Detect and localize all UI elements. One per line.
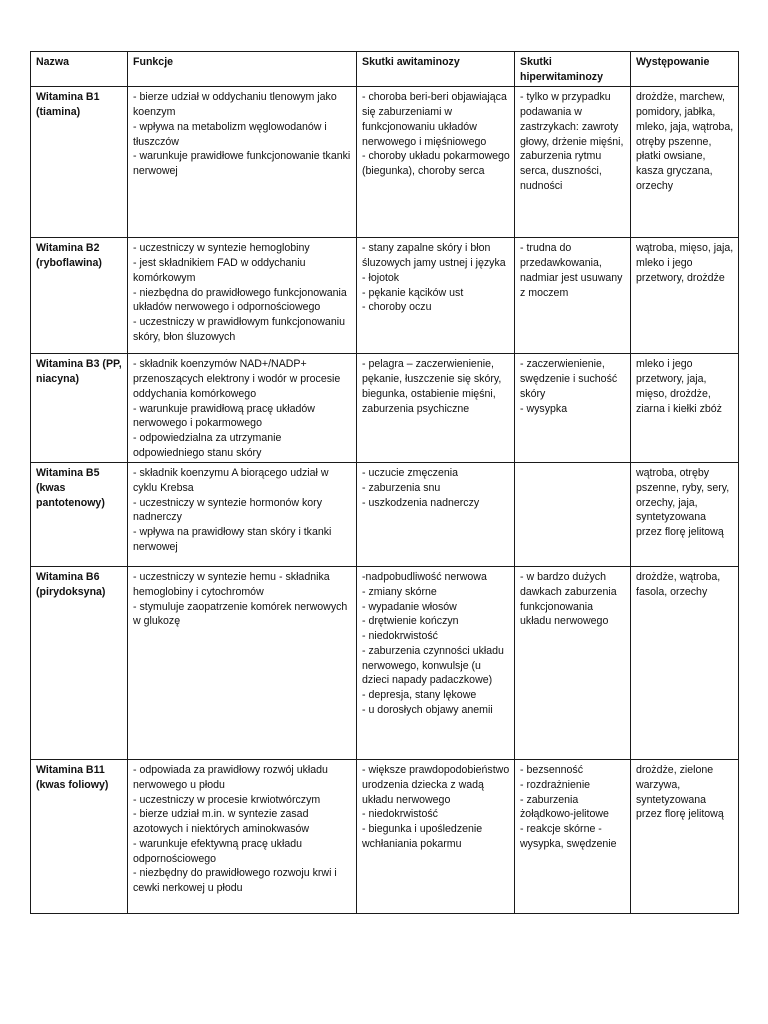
cell-line: - zaburzenia snu [362, 482, 441, 495]
cell-line: drożdże, wątroba, fasola, orzechy [636, 571, 721, 599]
cell-line: - warunkuje prawidłowe funkcjonowanie tkanki nerwowej [133, 150, 351, 177]
cell-line: - choroby oczu [362, 301, 432, 314]
cell-skutki-hiperwitaminozy [515, 567, 631, 760]
header-skutki-hiperwitaminozy: Skutki hiperwitaminozy [515, 52, 631, 87]
cell-line: - uczestniczy w syntezie hemu - składnika hemoglobiny i cytochromów [133, 571, 330, 599]
cell-line: - zaczerwienienie, swędzenie i suchość skóry [520, 358, 618, 400]
cell-skutki-awitaminozy [357, 238, 515, 354]
cell-funkcje [128, 354, 357, 463]
cell-line: - tylko w przypadku podawania w zastrzykach: zawroty głowy, drżenie mięśni, zaburzenia rytmu serca, duszności, nudności [520, 91, 624, 192]
cell-line: - niezbędna do prawidłowego funkcjonowania układów nerwowego i odpornościowego [133, 286, 347, 314]
cell-line: - trudna do przedawkowania, nadmiar jest usuwany z moczem [520, 242, 623, 299]
cell-line: - uczestniczy w procesie krwiotwórczym [133, 793, 321, 806]
cell-skutki-hiperwitaminozy [515, 238, 631, 354]
cell-line: - wysypka [520, 402, 568, 415]
cell-skutki-hiperwitaminozy [515, 87, 631, 238]
cell-skutki-hiperwitaminozy [515, 760, 631, 914]
cell-wystepowanie [631, 87, 739, 238]
cell-line: - zaburzenia czynności układu nerwowego, konwulsje (u dzieci napady padaczkowe) [362, 644, 504, 687]
cell-line: - warunkuje prawidłową pracę układów nerwowego i pokarmowego [133, 402, 315, 430]
cell-line: - uczestniczy w prawidłowym funkcjonowaniu skóry, błon śluzowych [133, 315, 345, 343]
cell-wystepowanie [631, 354, 739, 463]
cell-line: - odpowiedzialna za utrzymanie odpowiedniego stanu skóry [133, 431, 282, 459]
cell-funkcje [128, 87, 357, 238]
cell-line: - wpływa na prawidłowy stan skóry i tkanki nerwowej [133, 526, 332, 553]
cell-skutki-awitaminozy [357, 567, 515, 760]
cell-line: mleko i jego przetwory, jaja, mięso, drożdże, ziarna i kiełki zbóż [636, 358, 722, 415]
cell-line: - łojotok [362, 271, 400, 284]
cell-skutki-awitaminozy [357, 354, 515, 463]
cell-wystepowanie [631, 463, 739, 567]
cell-nazwa: Witamina B5 (kwas pantotenowy) [31, 463, 128, 567]
cell-funkcje [128, 463, 357, 567]
cell-line: - uczestniczy w syntezie hemoglobiny [133, 242, 310, 255]
header-wystepowanie: Występowanie [631, 52, 739, 87]
cell-line: - uszkodzenia nadnerczy [362, 496, 480, 509]
cell-line: - choroba beri-beri objawiająca się zaburzeniami w funkcjonowaniu układów nerwowego i mięśniowego [362, 91, 507, 148]
cell-line: - drętwienie kończyn [362, 615, 459, 628]
cell-skutki-awitaminozy [357, 760, 515, 914]
cell-line: - uczucie zmęczenia [362, 467, 458, 480]
cell-line: - odpowiada za prawidłowy rozwój układu nerwowego u płodu [133, 764, 328, 792]
cell-line: - reakcje skórne - wysypka, swędzenie [520, 823, 617, 850]
cell-line: - u dorosłych objawy anemii [362, 703, 493, 716]
cell-line: - biegunka i upośledzenie wchłaniania pokarmu [362, 823, 483, 850]
cell-line: - rozdrażnienie [520, 779, 591, 792]
cell-line: - zaburzenia żołądkowo-jelitowe [520, 793, 609, 821]
cell-line: - pelagra – zaczerwienienie, pękanie, łuszczenie się skóry, biegunka, ostabienie mięśni, zaburzenia psychiczne [362, 358, 502, 415]
cell-line: - zmiany skórne [362, 586, 437, 599]
cell-nazwa: Witamina B3 (PP, niacyna) [31, 354, 128, 463]
cell-line: - składnik koenzymu A biorącego udział w cyklu Krebsa [133, 467, 329, 495]
document-page [30, 51, 738, 914]
cell-line: wątroba, otręby pszenne, ryby, sery, orzechy, jaja, syntetyzowana przez florę jelitową [636, 467, 730, 539]
cell-line: - pękanie kącików ust [362, 286, 464, 299]
cell-line: - choroby układu pokarmowego (biegunka), choroby serca [362, 150, 510, 177]
cell-line: drożdże, zielone warzywa, syntetyzowana przez florę jelitową [636, 764, 724, 821]
header-skutki-awitaminozy: Skutki awitaminozy [357, 52, 515, 87]
header-nazwa: Nazwa [31, 52, 128, 87]
cell-nazwa: Witamina B2 (ryboflawina) [31, 238, 128, 354]
cell-line: - depresja, stany lękowe [362, 688, 477, 701]
header-funkcje: Funkcje [128, 52, 357, 87]
table-body [31, 87, 739, 914]
cell-skutki-awitaminozy [357, 463, 515, 567]
table-row [31, 238, 739, 354]
cell-nazwa: Witamina B1 (tiamina) [31, 87, 128, 238]
cell-line: - bezsenność [520, 764, 584, 777]
cell-wystepowanie [631, 238, 739, 354]
table-row [31, 463, 739, 567]
table-row [31, 354, 739, 463]
cell-nazwa: Witamina B11 (kwas foliowy) [31, 760, 128, 914]
cell-funkcje [128, 567, 357, 760]
cell-line: - wypadanie włosów [362, 600, 457, 613]
cell-line: - większe prawdopodobieństwo urodzenia dziecka z wadą układu nerwowego [362, 764, 510, 806]
cell-line: - niezbędny do prawidłowego rozwoju krwi i cewki nerkowej u płodu [133, 867, 337, 894]
cell-line: - stany zapalne skóry i błon śluzowych jamy ustnej i języka [362, 242, 506, 270]
table-row [31, 760, 739, 914]
cell-nazwa: Witamina B6 (pirydoksyna) [31, 567, 128, 760]
cell-line: - stymuluje zaopatrzenie komórek nerwowych w glukozę [133, 600, 348, 628]
cell-line: - wpływa na metabolizm węglowodanów i tłuszczów [133, 120, 327, 148]
cell-line: - uczestniczy w syntezie hormonów kory nadnerczy [133, 496, 322, 524]
cell-funkcje [128, 238, 357, 354]
cell-wystepowanie [631, 760, 739, 914]
cell-line: - bierze udział m.in. w syntezie zasad azotowych i niektórych aminokwasów [133, 808, 310, 836]
cell-line: wątroba, mięso, jaja, mleko i jego przetwory, drożdże [636, 242, 734, 284]
vitamin-table [30, 51, 739, 914]
table-row [31, 87, 739, 238]
cell-wystepowanie [631, 567, 739, 760]
cell-skutki-hiperwitaminozy [515, 463, 631, 567]
cell-skutki-hiperwitaminozy [515, 354, 631, 463]
cell-line: - niedokrwistość [362, 808, 438, 821]
table-header-row [31, 52, 739, 87]
cell-skutki-awitaminozy [357, 87, 515, 238]
table-row [31, 567, 739, 760]
cell-line: -nadpobudliwość nerwowa [362, 571, 487, 584]
cell-line: - bierze udział w oddychaniu tlenowym jako koenzym [133, 91, 337, 119]
cell-funkcje [128, 760, 357, 914]
cell-line: - warunkuje efektywną pracę układu odpornościowego [133, 837, 303, 865]
cell-line: - w bardzo dużych dawkach zaburzenia funkcjonowania układu nerwowego [520, 571, 617, 628]
cell-line: - jest składnikiem FAD w oddychaniu komórkowym [133, 257, 306, 284]
cell-line: - składnik koenzymów NAD+/NADP+ przenoszących elektrony i wodór w procesie oddychania komórkowego [133, 358, 341, 400]
cell-line: drożdże, marchew, pomidory, jabłka, mleko, jaja, wątroba, otręby pszenne, płatki owsiane, kasza gryczana, orzechy [636, 91, 734, 192]
cell-line: - niedokrwistość [362, 630, 438, 643]
